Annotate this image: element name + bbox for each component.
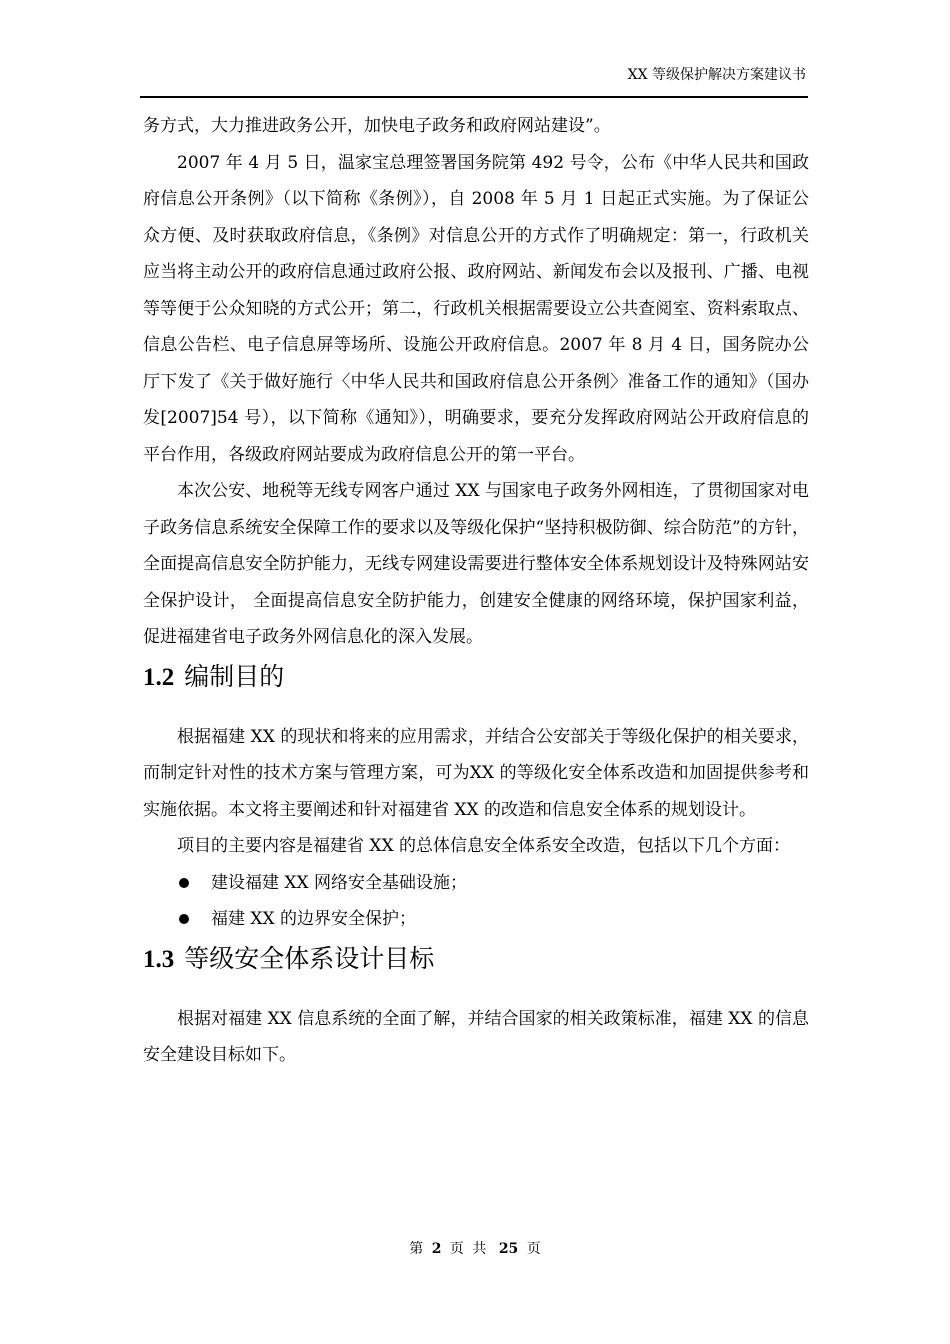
section-title: 编制目的	[184, 661, 285, 691]
bullet-icon	[179, 914, 189, 924]
paragraph-regulation: 2007 年 4 月 5 日，温家宝总理签署国务院第 492 号令，公布《中华人民共和国政府信息公开条例》（以下简称《条例》），自 2008 年 5 月 1 日起正式实施。为了保证公众方便、及时获取政府信息，《条例》对信息公开的方式作了明确规定：第一，行政机关应当将主动公开的政府信息通过政府公报、政府网站、新闻发布会以及报刊、广播、电视等等便于公众知晓的方式公开；第二，行政机关根据需要设立公共查阅室、资料索取点、信息公告栏、电子信息屏等场所、设施公开政府信息。2007 年 8 月 4 日，国务院办公厅下发了《关于做好施行〈中华人民共和国政府信息公开条例〉准备工作的通知》（国办发[2007]54 号），以下简称《通知》），明确要求，要充分发挥政府网站公开政府信息的平台作用，各级政府网站要成为政府信息公开的第一平台。	[143, 152, 809, 465]
paragraph-goals: 根据对福建 XX 信息系统的全面了解，并结合国家的相关政策标准，福建 XX 的信息安全建设目标如下。	[143, 1008, 809, 1065]
footer-suffix: 页	[526, 1241, 541, 1257]
header-divider	[140, 96, 808, 98]
current-page-number: 2	[431, 1241, 442, 1257]
page-footer	[0, 1240, 950, 1258]
paragraph-scope: 项目的主要内容是福建省 XX 的总体信息安全体系安全改造，包括以下几个方面：	[177, 836, 791, 856]
list-item	[143, 865, 809, 902]
list-item-text: 建设福建 XX 网络安全基础设施；	[211, 872, 468, 893]
page-header	[140, 66, 808, 84]
section-title: 等级安全体系设计目标	[184, 943, 435, 973]
list-item-text: 福建 XX 的边界安全保护；	[211, 909, 417, 929]
footer-prefix: 第	[409, 1241, 424, 1257]
section-heading-1-3	[143, 938, 809, 1001]
list-item	[143, 901, 809, 938]
document-body	[143, 108, 809, 1074]
paragraph-purpose: 根据福建 XX 的现状和将来的应用需求，并结合公安部关于等级化保护的相关要求，而制定针对性的技术方案与管理方案，可为XX 的等级化安全体系改造和加固提供参考和实施依据。本文将主要阐述和针对福建省 XX 的改造和信息安全体系的规划设计。	[143, 726, 809, 820]
footer-total-word: 共	[472, 1241, 487, 1257]
bullet-icon	[179, 878, 189, 888]
footer-page-word: 页	[449, 1241, 464, 1257]
header-title: XX 等级保护解决方案建议书	[627, 67, 806, 83]
section-number: 1.3	[143, 945, 175, 973]
total-page-count: 25	[498, 1241, 519, 1257]
bullet-list	[143, 865, 809, 938]
section-number: 1.2	[143, 663, 175, 691]
paragraph-continued: 务方式，大力推进政务公开，加快电子政务和政府网站建设”。	[143, 116, 611, 136]
section-heading-1-2	[143, 656, 809, 719]
paragraph-background: 本次公安、地税等无线专网客户通过 XX 与国家电子政务外网相连，了贯彻国家对电子政务信息系统安全保障工作的要求以及等级化保护“坚持积极防御、综合防范”的方针，全面提高信息安全防护能力，无线专网建设需要进行整体安全体系规划设计及特殊网站安全保护设计， 全面提高信息安全防护能力，创建安全健康的网络环境，保护国家利益，促进福建省电子政务外网信息化的深入发展。	[143, 481, 809, 647]
